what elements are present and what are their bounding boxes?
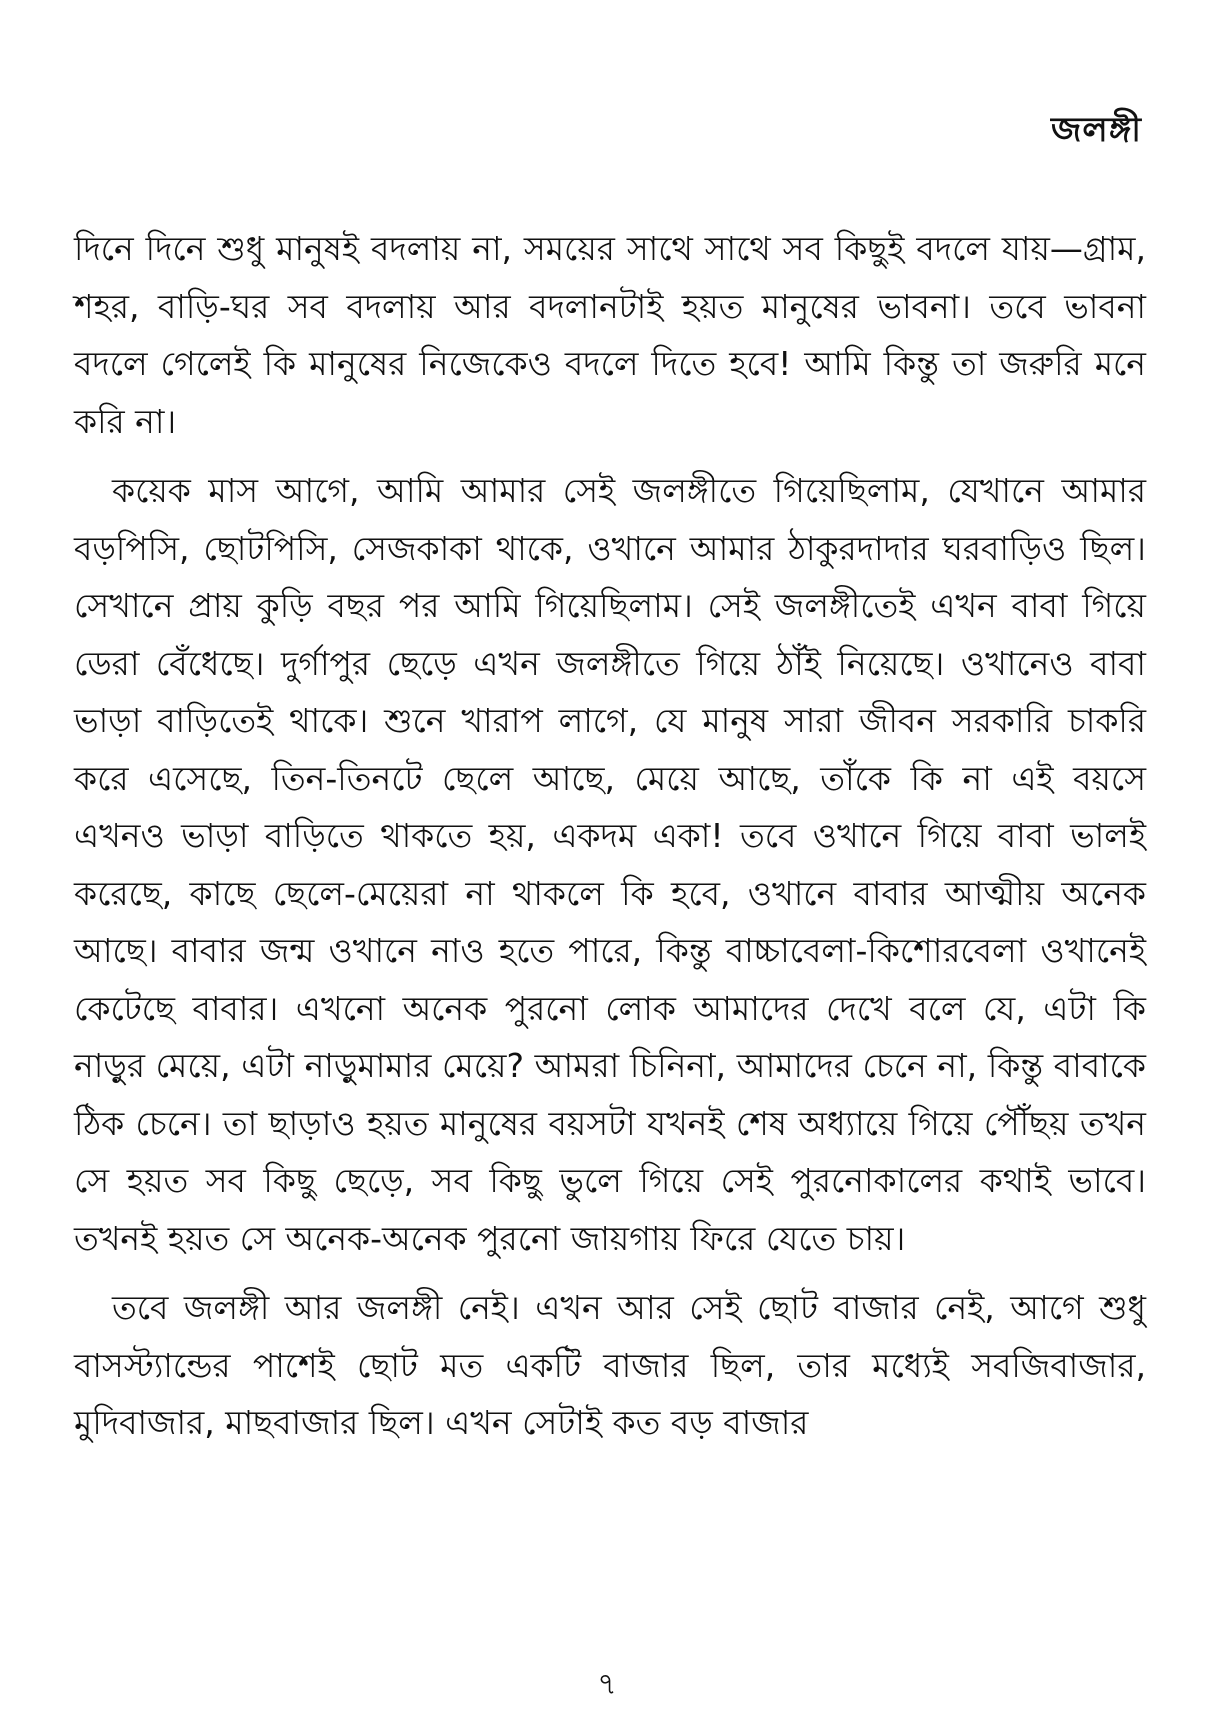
paragraph-1: দিনে দিনে শুধু মানুষই বদলায় না, সময়ের সাথে সাথে সব কিছুই বদলে যায়—গ্রাম, শহর, বাড়ি-ঘর সব বদলায় আর বদলানটাই হয়ত মানুষের ভাবনা। তবে ভাবনা বদলে গেলেই কি মানুষের নিজেকেও বদলে দিতে হবে! আমি কিন্তু তা জরুরি মনে করি না। — [74, 229, 1146, 441]
paragraph-2: কয়েক মাস আগে, আমি আমার সেই জলঙ্গীতে গিয়েছিলাম, যেখানে আমার বড়পিসি, ছোটপিসি, সেজকাকা থাকে, ওখানে আমার ঠাকুরদাদার ঘরবাড়িও ছিল। সেখানে প্রায় কুড়ি বছর পর আমি গিয়েছিলাম। সেই জলঙ্গীতেই এখন বাবা গিয়ে ডেরা বেঁধেছে। দুর্গাপুর ছেড়ে এখন জলঙ্গীতে গিয়ে ঠাঁই নিয়েছে। ওখানেও বাবা ভাড়া বাড়িতেই থাকে। শুনে খারাপ লাগে, যে মানুষ সারা জীবন সরকারি চাকরি করে এসেছে, তিন-তিনটে ছেলে আছে, মেয়ে আছে, তাঁকে কি না এই বয়সে এখনও ভাড়া বাড়িতে থাকতে হয়, একদম একা! তবে ওখানে গিয়ে বাবা ভালই করেছে, কাছে ছেলে-মেয়েরা না থাকলে কি হবে, ওখানে বাবার আত্মীয় অনেক আছে। বাবার জন্ম ওখানে নাও হতে পারে, কিন্তু বাচ্চাবেলা-কিশোরবেলা ওখানেই কেটেছে বাবার। এখনো অনেক পুরনো লোক আমাদের দেখে বলে যে, এটা কি নাড়ুর মেয়ে, এটা নাড়ুমামার মেয়ে? আমরা চিনিনা, আমাদের চেনে না, কিন্তু বাবাকে ঠিক চেনে। তা ছাড়াও হয়ত মানুষের বয়সটা যখনই শেষ অধ্যায়ে গিয়ে পৌঁছয় তখন সে হয়ত সব কিছু ছেড়ে, সব কিছু ভুলে গিয়ে সেই পুরনোকালের কথাই ভাবে। তখনই হয়ত সে অনেক-অনেক পুরনো জায়গায় ফিরে যেতে চায়। — [74, 471, 1146, 1258]
running-title: জলঙ্গী — [1050, 110, 1142, 150]
body-text — [74, 220, 1146, 1452]
paragraph-3: তবে জলঙ্গী আর জলঙ্গী নেই। এখন আর সেই ছোট বাজার নেই, আগে শুধু বাসস্ট্যান্ডের পাশেই ছোট মত একটি বাজার ছিল, তার মধ্যেই সবজিবাজার, মুদিবাজার, মাছবাজার ছিল। এখন সেটাই কত বড় বাজার — [74, 1288, 1146, 1442]
page-number: ৭ — [597, 1667, 617, 1702]
